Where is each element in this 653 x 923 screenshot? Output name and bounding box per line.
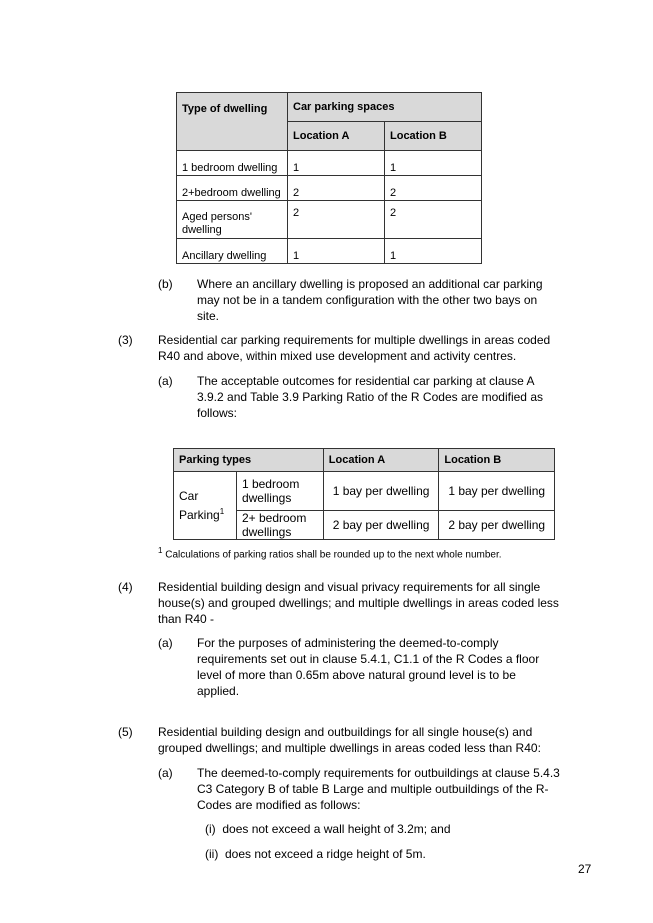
parking-ratio-table (173, 448, 555, 540)
table-cell: 2 (288, 201, 385, 239)
table-header-group: Car parking spaces (288, 93, 482, 122)
table-header-location-a: Location A (323, 449, 439, 472)
para-4a-label: (a) (158, 636, 173, 650)
para-b-line-3: site. (197, 309, 220, 323)
para-5-line-1: Residential building design and outbuildings for all single house(s) and (158, 725, 533, 739)
table-cell: 2 (385, 176, 482, 201)
para-4a-line-4: applied. (197, 684, 240, 698)
para-3-line-2: R40 and above, within mixed use development and activity centres. (158, 349, 517, 363)
table-cell: 2 bay per dwelling (439, 511, 555, 540)
list-item (205, 846, 426, 862)
para-4a-line-3: level of more than 0.65m above natural ground level is to be (197, 668, 516, 682)
para-4a-line-2: requirements set out in clause 5.4.1, C1.1 of the R Codes a floor (197, 652, 540, 666)
list-item (205, 821, 451, 837)
table-row (177, 239, 482, 264)
table-cell: 1 (385, 239, 482, 264)
table-cell: Aged persons' dwelling (177, 201, 288, 239)
para-4-label: (4) (118, 580, 133, 594)
table-cell: 2+bedroom dwelling (177, 176, 288, 201)
table-header-type: Type of dwelling (177, 93, 288, 151)
para-3-label: (3) (118, 333, 133, 347)
para-3a-line-1: The acceptable outcomes for residential car parking at clause A (197, 374, 535, 388)
table-cell: 1 (288, 239, 385, 264)
table-row (177, 176, 482, 201)
car-parking-table (176, 92, 482, 264)
table-cell: 1 bedroom dwellings (236, 472, 323, 511)
para-3a-label: (a) (158, 374, 173, 388)
table-row (174, 472, 555, 511)
table-cell: Ancillary dwelling (177, 239, 288, 264)
table-cell-car-parking (174, 472, 237, 540)
table-cell: 1 (385, 151, 482, 176)
table-cell: 2+ bedroom dwellings (236, 511, 323, 540)
para-b-line-2: may not be in a tandem configuration with the other two bays on (197, 293, 538, 307)
para-b-line-1: Where an ancillary dwelling is proposed an additional car parking (197, 277, 543, 291)
table-row (177, 151, 482, 176)
table-header-location-b: Location B (439, 449, 555, 472)
para-4-line-2: house(s) and grouped dwellings; and multiple dwellings in areas coded less (158, 596, 559, 610)
footnote-ref: 1 (219, 507, 225, 516)
table-header-location-a: Location A (288, 122, 385, 151)
list-item-text: does not exceed a wall height of 3.2m; and (222, 822, 451, 836)
table-header-parking-types: Parking types (174, 449, 324, 472)
page-number: 27 (578, 862, 592, 876)
para-3-line-1: Residential car parking requirements for multiple dwellings in areas coded (158, 333, 551, 347)
list-item-text: does not exceed a ridge height of 5m. (225, 847, 426, 861)
para-4-line-1: Residential building design and visual privacy requirements for all single (158, 580, 541, 594)
para-5a-line-3: Codes are modified as follows: (197, 798, 361, 812)
para-3a-line-2: 3.9.2 and Table 3.9 Parking Ratio of the R Codes are modified as (197, 390, 543, 404)
para-5-label: (5) (118, 725, 133, 739)
table-row (177, 201, 482, 239)
table-cell: 1 bay per dwelling (323, 472, 439, 511)
list-item-label: (ii) (205, 847, 219, 861)
para-3a-line-3: follows: (197, 406, 238, 420)
table-cell: 2 (288, 176, 385, 201)
para-5a-line-2: C3 Category B of table B Large and multiple outbuildings of the R- (197, 782, 549, 796)
footnote-text: Calculations of parking ratios shall be rounded up to the next whole number. (165, 549, 502, 561)
para-4a-line-1: For the purposes of administering the deemed-to-comply (197, 636, 499, 650)
car-parking-label: Car Parking (179, 489, 220, 522)
list-item-label: (i) (205, 822, 216, 836)
para-5a-label: (a) (158, 766, 173, 780)
table-header-location-b: Location B (385, 122, 482, 151)
table-cell: 1 bedroom dwelling (177, 151, 288, 176)
table-cell: 2 (385, 201, 482, 239)
para-4-line-3: than R40 - (158, 612, 215, 626)
para-5-line-2: grouped dwellings; and multiple dwellings in areas coded less than R40: (158, 741, 541, 755)
table-cell: 1 bay per dwelling (439, 472, 555, 511)
para-b-label: (b) (158, 277, 173, 291)
para-5a-line-1: The deemed-to-comply requirements for outbuildings at clause 5.4.3 (197, 766, 560, 780)
table-cell: 2 bay per dwelling (323, 511, 439, 540)
footnote (158, 546, 502, 560)
footnote-marker: 1 (158, 546, 163, 555)
table-cell: 1 (288, 151, 385, 176)
